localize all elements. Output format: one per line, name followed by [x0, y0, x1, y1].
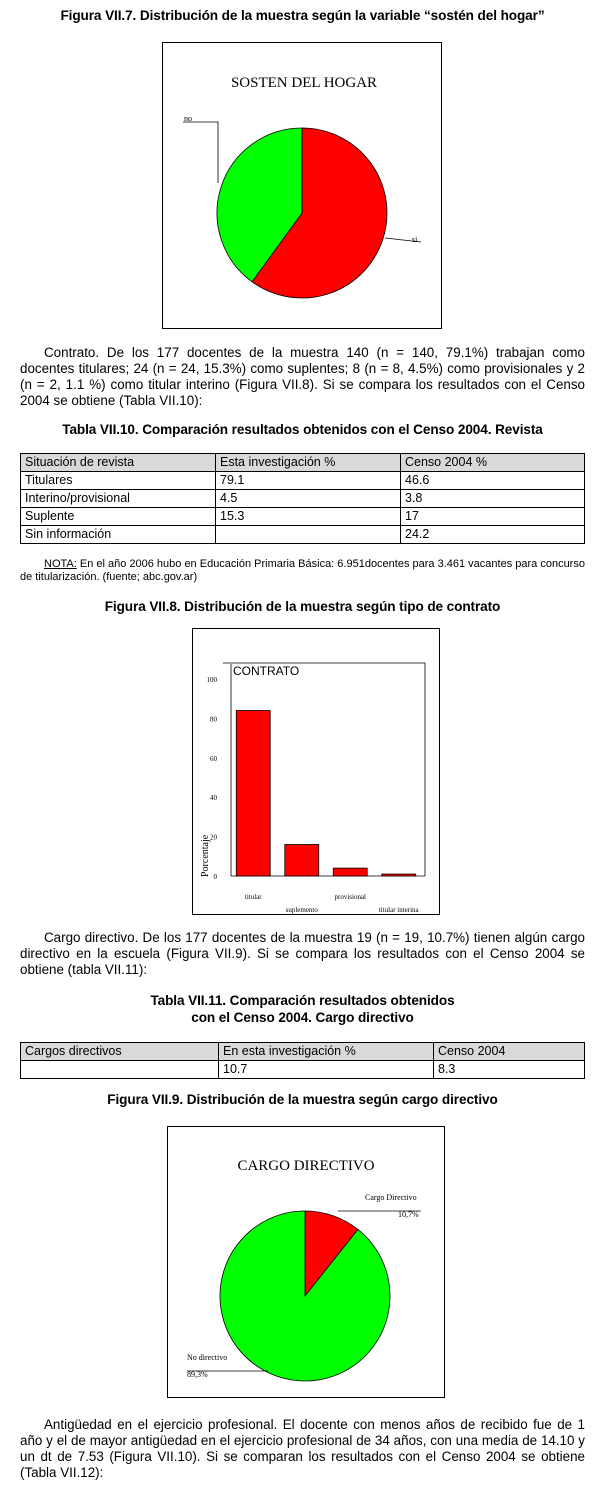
- table-cell: 79.1: [216, 472, 401, 490]
- y-tick-label: 60: [210, 754, 217, 763]
- pie-label-no: no: [184, 114, 192, 123]
- header-cell: Cargos directivos: [21, 1043, 219, 1061]
- table-cargo: [20, 1042, 585, 1079]
- table-header-row: [21, 1043, 585, 1061]
- table-cell: 10.7: [219, 1061, 434, 1079]
- chart-title: CONTRATO: [233, 664, 300, 678]
- table-row: [21, 490, 585, 508]
- table-cell: 8.3: [434, 1061, 585, 1079]
- table-cell: 46.6: [401, 472, 585, 490]
- y-tick-label: 100: [206, 676, 217, 684]
- pie-percent-cargo: 10,7%: [398, 1210, 419, 1219]
- pie-label-cargo: Cargo Directivo: [365, 1193, 417, 1202]
- y-tick-label: 40: [210, 794, 217, 803]
- pie-slice-no-directivo: [220, 1211, 390, 1381]
- figure-caption: Figura VII.8. Distribución de la muestra según tipo de contrato: [104, 599, 501, 614]
- table-cell: Suplente: [21, 508, 216, 526]
- x-tick-label: titular interina: [378, 906, 419, 914]
- chart-title: SOSTEN DEL HOGAR: [230, 75, 378, 91]
- chart-title: CARGO DIRECTIVO: [237, 1158, 375, 1174]
- bar-suplemento: [285, 844, 319, 876]
- table-row: [21, 508, 585, 526]
- header-cell: Situación de revista: [21, 454, 216, 472]
- pie-label-no-directivo: No directivo: [187, 1353, 228, 1362]
- table-cell: Titulares: [21, 472, 216, 490]
- table-row: [21, 1061, 585, 1079]
- bar-titular: [236, 711, 270, 876]
- table-cell: [21, 1061, 219, 1079]
- x-tick-label: suplemento: [285, 906, 318, 914]
- table-revista: [20, 453, 585, 544]
- header-cell: En esta investigación %: [219, 1043, 434, 1061]
- table-cell: 3.8: [401, 490, 585, 508]
- paragraph-antiguedad: Antigüedad en el ejercicio profesional. El docente con menos años de recibido fue de 1 año y el de mayor antigüedad en el ejercicio profesional de 34 años, con una media de 14.10 y un dt de 7.53 (Figura VII.10). Si se comparan los resultados con el Censo 2004 se obtiene (Tabla VII.12):: [20, 1417, 585, 1480]
- note-text: En el año 2006 hubo en Educación Primaria Básica: 6.951docentes para 3.461 vacantes para concurso de titularización. (fuente; abc.gov.ar): [20, 558, 585, 583]
- table-cell: 17: [401, 508, 585, 526]
- note-label: NOTA:: [44, 558, 77, 570]
- table-row: [21, 472, 585, 490]
- header-cell: Esta investigación %: [216, 454, 401, 472]
- table-cell: 15.3: [216, 508, 401, 526]
- bar-provisional: [333, 868, 367, 876]
- pie-chart-sosten: [162, 42, 442, 329]
- table-cell: Interino/provisional: [21, 490, 216, 508]
- y-tick-label: 80: [210, 715, 217, 724]
- header-cell: Censo 2004 %: [401, 454, 585, 472]
- pie-percent-no-directivo: 89,3%: [187, 1370, 208, 1379]
- pie-chart-cargo: [167, 1126, 445, 1398]
- pie-label-si: si: [412, 235, 418, 244]
- table-caption: con el Censo 2004. Cargo directivo: [191, 1010, 414, 1025]
- figure-caption: Figura VII.9. Distribución de la muestra según cargo directivo: [107, 1092, 498, 1107]
- table-cell: [216, 526, 401, 544]
- x-tick-label: provisional: [334, 893, 366, 901]
- figure-caption: Figura VII.7. Distribución de la muestra según la variable “sostén del hogar”: [60, 8, 545, 23]
- table-caption: Tabla VII.11. Comparación resultados obtenidos: [150, 993, 455, 1008]
- y-tick-label: 20: [210, 833, 217, 842]
- table-caption: Tabla VII.10. Comparación resultados obtenidos con el Censo 2004. Revista: [62, 422, 543, 437]
- table-cell: 4.5: [216, 490, 401, 508]
- y-tick-label: 0: [213, 873, 217, 881]
- table-cell: 24.2: [401, 526, 585, 544]
- y-axis-label: Porcentaje: [200, 834, 211, 877]
- paragraph-cargo: Cargo directivo. De los 177 docentes de la muestra 19 (n = 19, 10.7%) tienen algún cargo directivo en la escuela (Figura VII.9). Si se compara los resultados con el Censo 2004 se obtiene (tabla VII.11):: [20, 930, 585, 977]
- table-header-row: [21, 454, 585, 472]
- paragraph-contrato: Contrato. De los 177 docentes de la muestra 140 (n = 140, 79.1%) trabajan como docentes titulares; 24 (n = 24, 15.3%) como suplentes; 8 (n = 8, 4.5%) como provisionales y 2 (n = 2, 1.1 %) como titular interino (Figura VII.8). Si se compara los resultados con el Censo 2004 se obtiene (Tabla VII.10):: [20, 345, 585, 408]
- table-cell: Sin información: [21, 526, 216, 544]
- table-row: [21, 526, 585, 544]
- x-tick-label: titular: [244, 893, 262, 901]
- header-cell: Censo 2004: [434, 1043, 585, 1061]
- table-note: [20, 558, 585, 584]
- bar-titular-interina: [382, 874, 416, 876]
- bar-chart-contrato: [192, 628, 440, 915]
